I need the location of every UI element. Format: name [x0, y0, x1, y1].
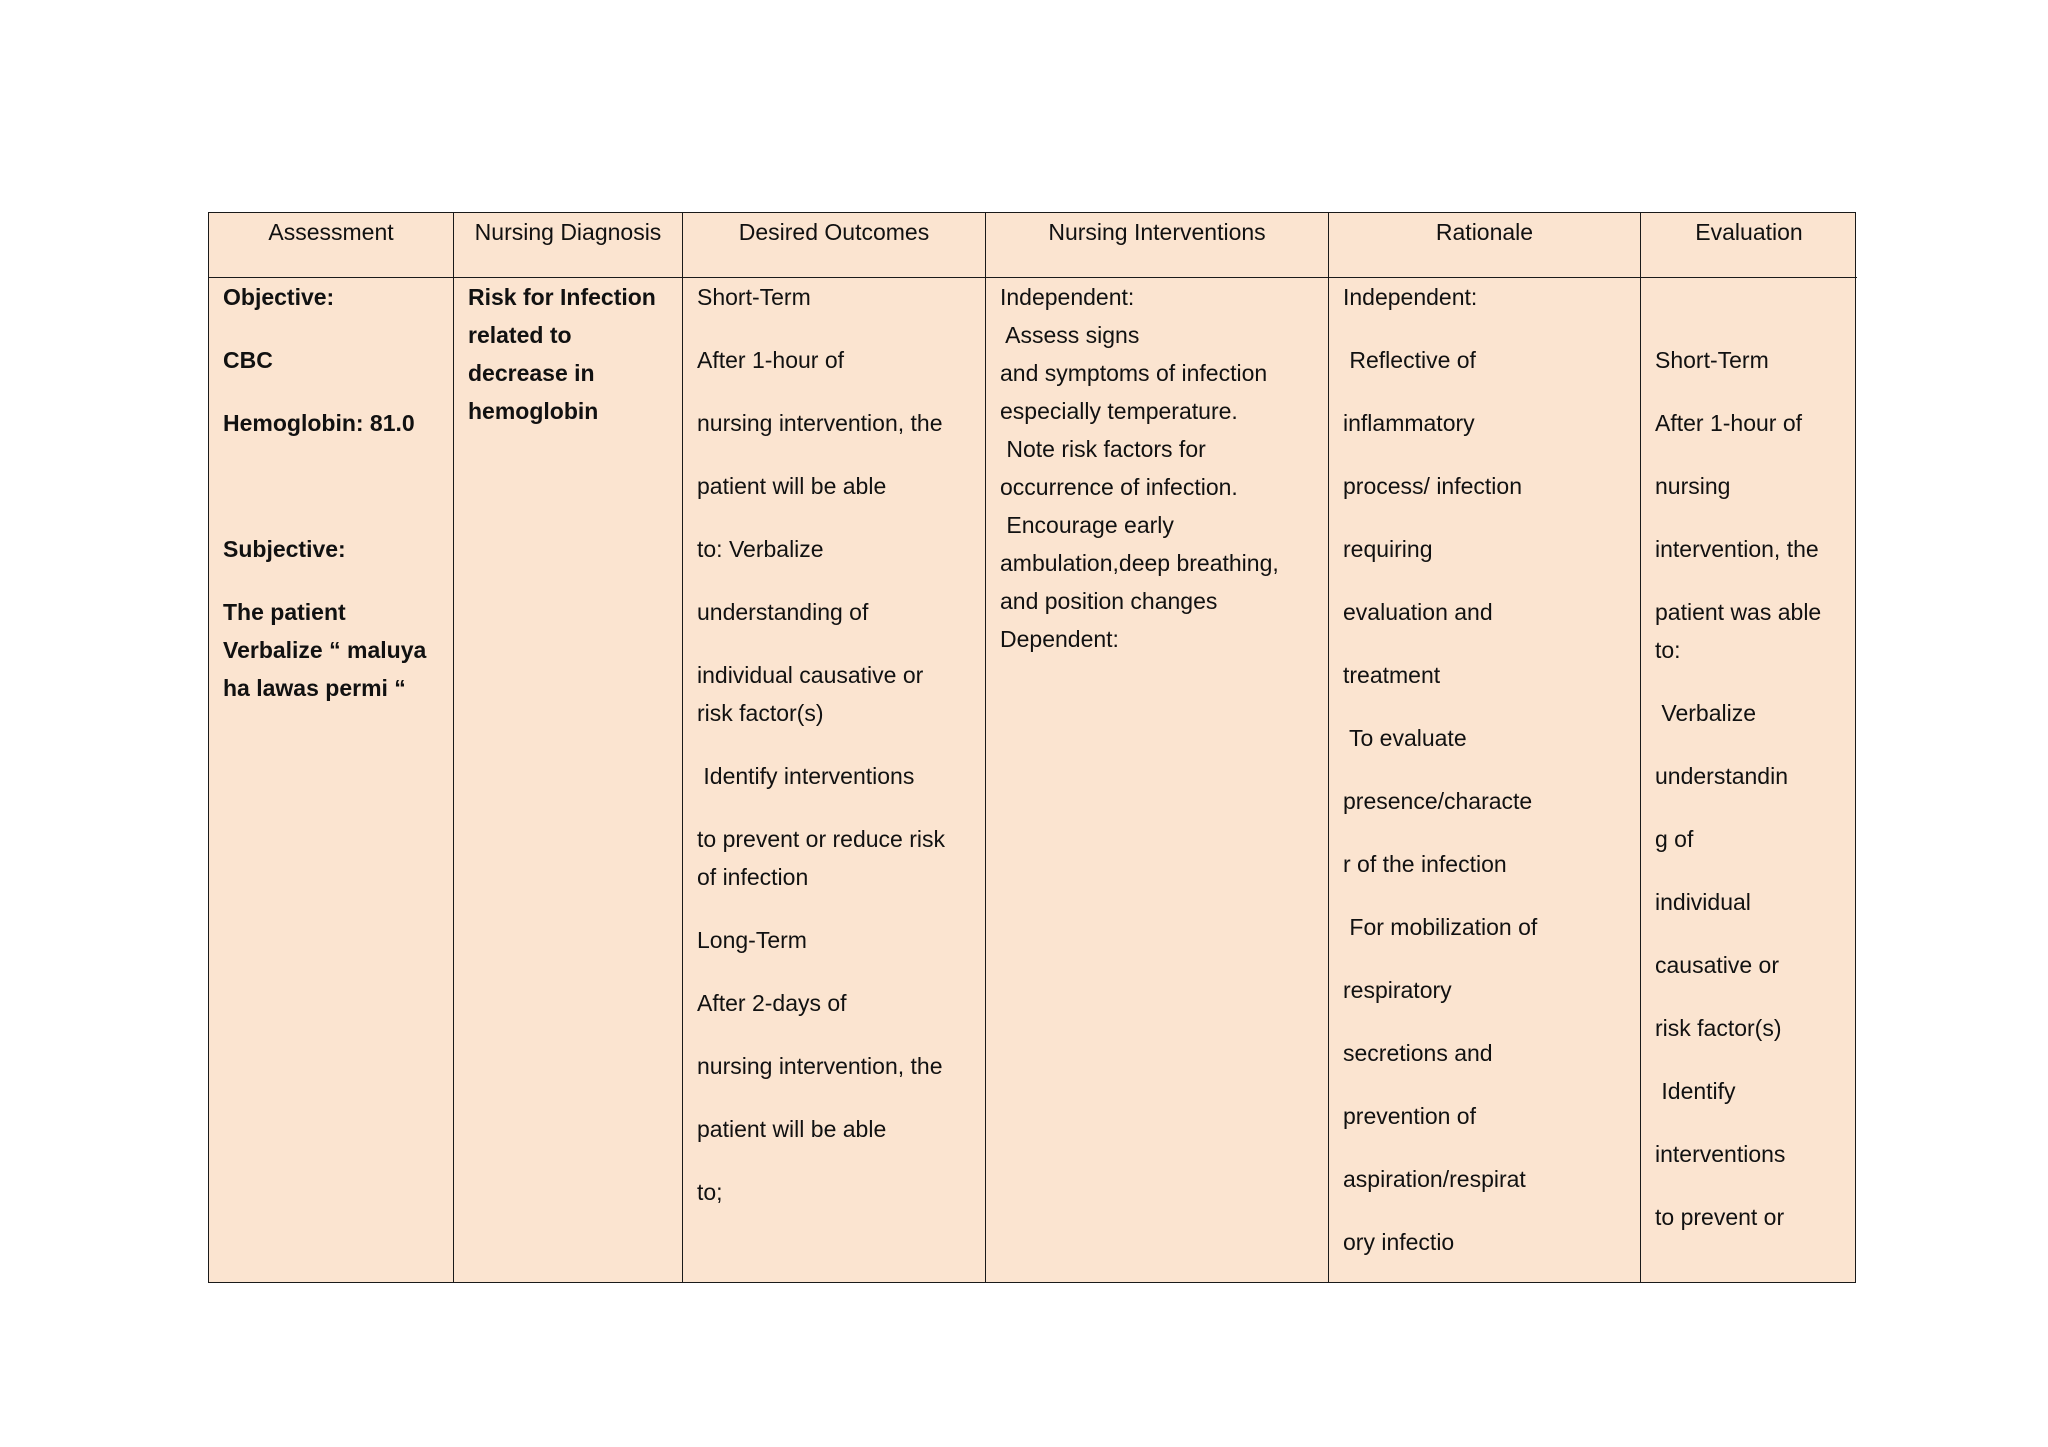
patient-statement-line: Verbalize “ maluya: [223, 637, 427, 663]
rationale-column: [1328, 213, 1640, 1282]
outcome-line: patient will be able: [697, 473, 887, 499]
header-diagnosis: Nursing Diagnosis: [454, 213, 682, 278]
outcome-line: to;: [697, 1179, 723, 1205]
interventions-cell: [986, 278, 1328, 1282]
diagnosis-line: hemoglobin: [468, 398, 599, 424]
outcomes-column: [682, 213, 985, 1282]
outcomes-cell: [683, 278, 985, 1282]
rationale-cell: [1329, 278, 1640, 1282]
evaluation-line: risk factor(s): [1655, 1015, 1782, 1041]
outcome-line: to: Verbalize: [697, 536, 824, 562]
outcome-line: of infection: [697, 864, 809, 890]
evaluation-line: After 1-hour of: [1655, 410, 1803, 436]
evaluation-line: Identify: [1655, 1078, 1736, 1104]
rationale-line: aspiration/respirat: [1343, 1166, 1526, 1192]
rationale-line: r of the infection: [1343, 851, 1507, 877]
evaluation-line: g of: [1655, 826, 1694, 852]
evaluation-line: understandin: [1655, 763, 1788, 789]
rationale-line: process/ infection: [1343, 473, 1522, 499]
outcome-line: After 2-days of: [697, 990, 847, 1016]
intervention-line: Encourage early: [1000, 512, 1174, 538]
outcome-line: to prevent or reduce risk: [697, 826, 946, 852]
diagnosis-line: related to: [468, 322, 572, 348]
outcome-line: Identify interventions: [697, 763, 915, 789]
evaluation-line: patient was able: [1655, 599, 1822, 625]
evaluation-line: to prevent or: [1655, 1204, 1785, 1230]
outcome-line: individual causative or: [697, 662, 924, 688]
outcome-line: understanding of: [697, 599, 869, 625]
diagnosis-column: [453, 213, 682, 1282]
header-assessment: Assessment: [209, 213, 453, 278]
diagnosis-line: decrease in: [468, 360, 595, 386]
nursing-care-plan-table: [208, 212, 1856, 1283]
outcome-line: Short-Term: [697, 284, 811, 310]
cbc-label: CBC: [223, 347, 273, 373]
rationale-line: Independent:: [1343, 284, 1478, 310]
rationale-line: evaluation and: [1343, 599, 1493, 625]
assessment-cell: [209, 278, 453, 1282]
rationale-line: For mobilization of: [1343, 914, 1538, 940]
evaluation-line: intervention, the: [1655, 536, 1819, 562]
evaluation-cell: [1641, 278, 1857, 1282]
header-outcomes: Desired Outcomes: [683, 213, 985, 278]
diagnosis-cell: [454, 278, 682, 1282]
intervention-line: Note risk factors for: [1000, 436, 1206, 462]
rationale-line: To evaluate: [1343, 725, 1467, 751]
evaluation-line: Short-Term: [1655, 347, 1769, 373]
intervention-line: ambulation,deep breathing,: [1000, 550, 1279, 576]
rationale-line: presence/characte: [1343, 788, 1533, 814]
intervention-line: and symptoms of infection: [1000, 360, 1268, 386]
rationale-line: respiratory: [1343, 977, 1452, 1003]
rationale-line: inflammatory: [1343, 410, 1475, 436]
evaluation-line: to:: [1655, 637, 1681, 663]
rationale-line: prevention of: [1343, 1103, 1476, 1129]
evaluation-line: interventions: [1655, 1141, 1786, 1167]
header-evaluation: Evaluation: [1641, 213, 1857, 278]
outcome-line: risk factor(s): [697, 700, 824, 726]
intervention-line: Dependent:: [1000, 626, 1119, 652]
rationale-line: ory infectio: [1343, 1229, 1455, 1255]
outcome-line: patient will be able: [697, 1116, 887, 1142]
header-rationale: Rationale: [1329, 213, 1640, 278]
rationale-line: treatment: [1343, 662, 1441, 688]
rationale-line: Reflective of: [1343, 347, 1476, 373]
header-interventions: Nursing Interventions: [986, 213, 1328, 278]
assessment-column: [209, 213, 453, 1282]
intervention-line: especially temperature.: [1000, 398, 1238, 424]
evaluation-column: [1640, 213, 1857, 1282]
outcome-line: nursing intervention, the: [697, 410, 943, 436]
interventions-column: [985, 213, 1328, 1282]
evaluation-line: Verbalize: [1655, 700, 1757, 726]
intervention-line: occurrence of infection.: [1000, 474, 1238, 500]
subjective-label: Subjective:: [223, 536, 346, 562]
objective-label: Objective:: [223, 284, 335, 310]
outcome-line: Long-Term: [697, 927, 807, 953]
evaluation-line: individual: [1655, 889, 1751, 915]
diagnosis-line: Risk for Infection: [468, 284, 656, 310]
intervention-line: Assess signs: [1000, 322, 1140, 348]
intervention-line: and position changes: [1000, 588, 1218, 614]
hemoglobin-value: Hemoglobin: 81.0: [223, 410, 415, 436]
evaluation-line: nursing: [1655, 473, 1731, 499]
patient-statement-line: The patient: [223, 599, 346, 625]
patient-statement-line: ha lawas permi “: [223, 675, 406, 701]
rationale-line: requiring: [1343, 536, 1433, 562]
outcome-line: nursing intervention, the: [697, 1053, 943, 1079]
evaluation-line: causative or: [1655, 952, 1780, 978]
rationale-line: secretions and: [1343, 1040, 1493, 1066]
outcome-line: After 1-hour of: [697, 347, 845, 373]
intervention-line: Independent:: [1000, 284, 1135, 310]
